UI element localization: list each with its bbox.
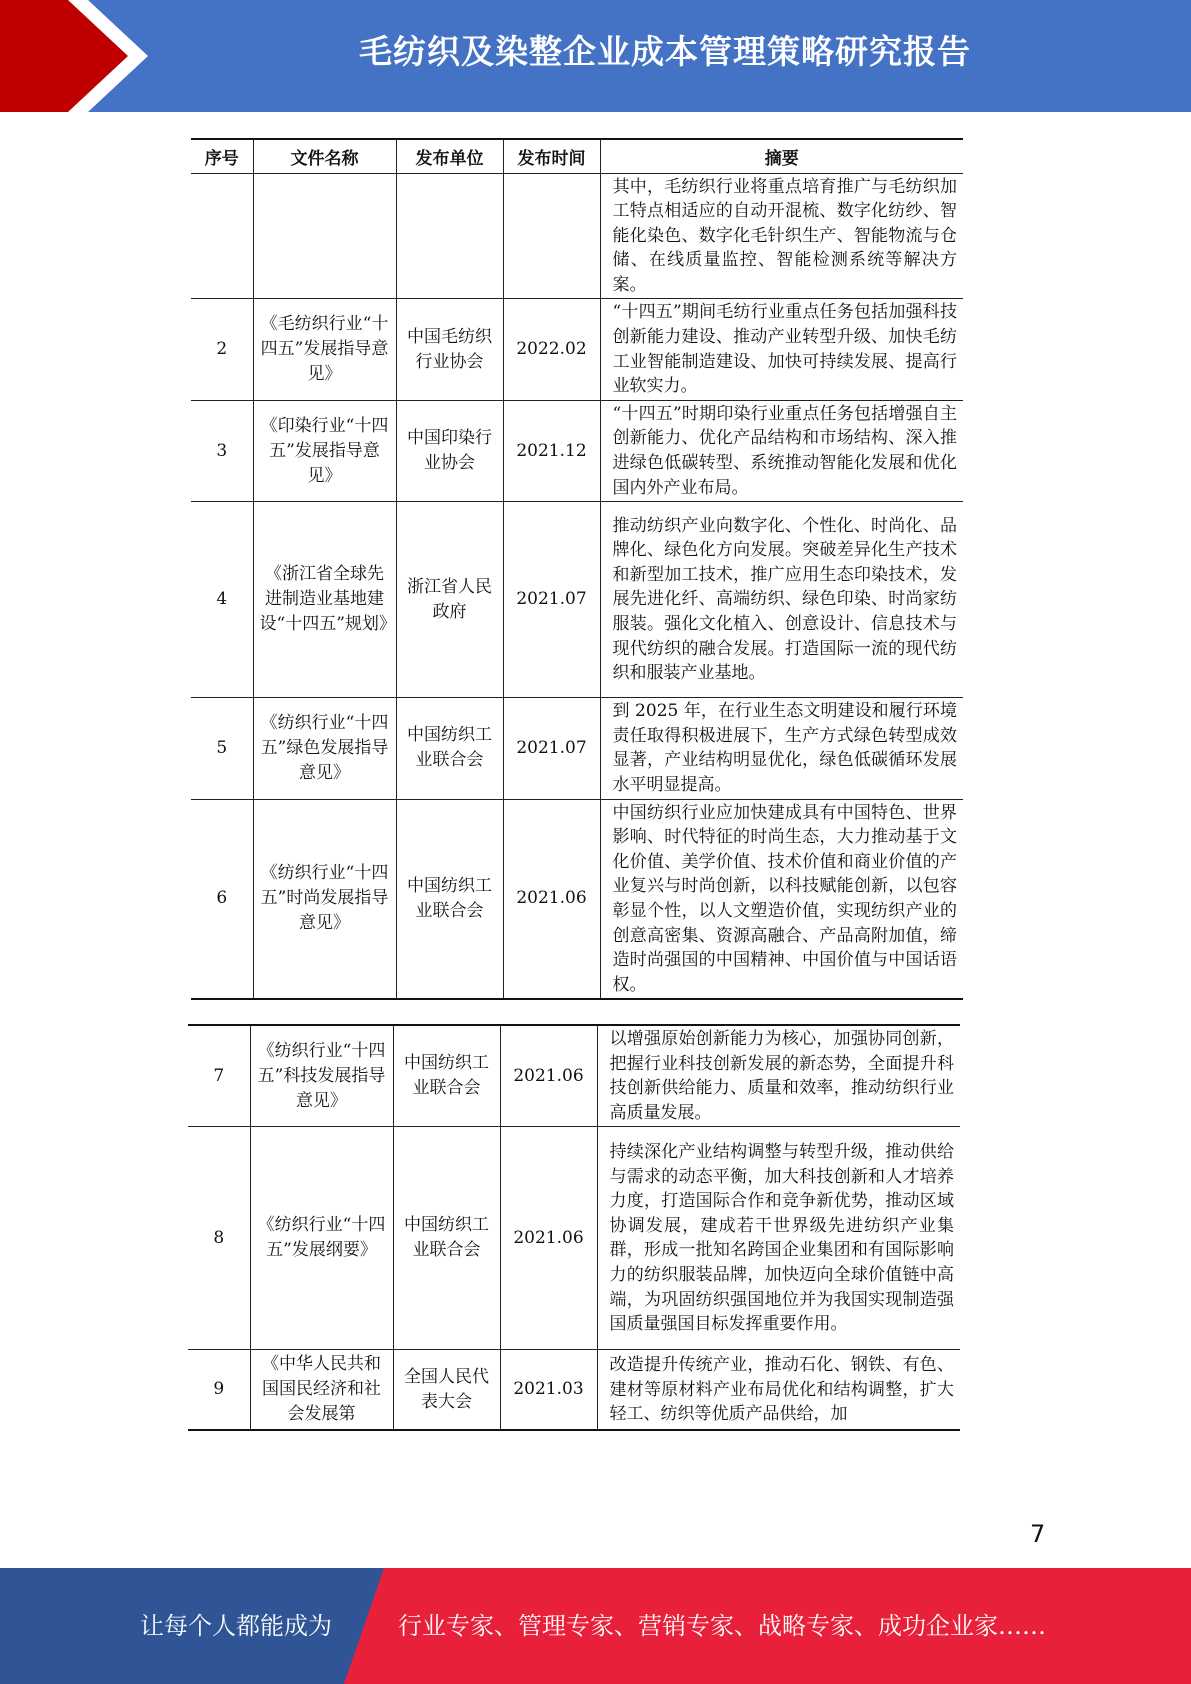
row-name: 《中华人民共和国国民经济和社会发展第	[250, 1350, 393, 1431]
row-date: 2021.07	[503, 698, 600, 799]
row-no: 3	[191, 400, 253, 501]
row-date	[503, 173, 600, 299]
header-org: 发布单位	[396, 139, 503, 173]
row-name: 《纺织行业“十四五”绿色发展指导意见》	[253, 698, 396, 799]
footer-slogan-left: 让每个人都能成为	[140, 1612, 332, 1640]
policy-table-part2	[188, 1024, 960, 1431]
row-org: 中国毛纺织行业协会	[396, 299, 503, 400]
policy-table-part1	[191, 138, 963, 1000]
row-org: 中国纺织工业联合会	[393, 1127, 500, 1350]
table-row	[188, 1350, 960, 1431]
row-org: 中国印染行业协会	[396, 400, 503, 501]
row-no: 6	[191, 799, 253, 999]
table-row	[191, 299, 963, 400]
row-no: 8	[188, 1127, 250, 1350]
row-date: 2021.12	[503, 400, 600, 501]
row-date: 2021.03	[500, 1350, 597, 1431]
table-row	[191, 173, 963, 299]
header-no: 序号	[191, 139, 253, 173]
row-date: 2021.06	[503, 799, 600, 999]
row-date: 2021.07	[503, 502, 600, 698]
row-summary: 中国纺织行业应加快建成具有中国特色、世界影响、时代特征的时尚生态，大力推动基于文化价值、美学价值、技术价值和商业价值的产业复兴与时尚创新，以科技赋能创新，以包容彰显个性，以人文塑造价值，实现纺织产业的创意高密集、资源高融合、产品高附加值，缔造时尚强国的中国精神、中国价值与中国话语权。	[600, 799, 963, 999]
row-name: 《纺织行业“十四五”时尚发展指导意见》	[253, 799, 396, 999]
row-org: 中国纺织工业联合会	[396, 698, 503, 799]
row-no: 5	[191, 698, 253, 799]
row-name	[253, 173, 396, 299]
row-org: 中国纺织工业联合会	[396, 799, 503, 999]
row-summary: “十四五”时期印染行业重点任务包括增强自主创新能力、优化产品结构和市场结构、深入推进绿色低碳转型、系统推动智能化发展和优化国内外产业布局。	[600, 400, 963, 501]
row-name: 《印染行业“十四五”发展指导意见》	[253, 400, 396, 501]
footer-slogan-right: 行业专家、管理专家、营销专家、战略专家、成功企业家……	[398, 1612, 1046, 1640]
table-row	[191, 502, 963, 698]
table-header-row	[191, 139, 963, 173]
row-summary: 持续深化产业结构调整与转型升级，推动供给与需求的动态平衡，加大科技创新和人才培养力度，打造国际合作和竞争新优势，推动区域协调发展，建成若干世界级先进纺织产业集群，形成一批知名跨国企业集团和有国际影响力的纺织服装品牌，加快迈向全球价值链中高端，为巩固纺织强国地位并为我国实现制造强国质量强国目标发挥重要作用。	[597, 1127, 960, 1350]
row-name: 《浙江省全球先进制造业基地建设“十四五”规划》	[253, 502, 396, 698]
table-row	[191, 799, 963, 999]
table-row	[188, 1127, 960, 1350]
row-summary: 以增强原始创新能力为核心，加强协同创新，把握行业科技创新发展的新态势，全面提升科技创新供给能力、质量和效率，推动纺织行业高质量发展。	[597, 1025, 960, 1127]
row-no	[191, 173, 253, 299]
row-name: 《纺织行业“十四五”发展纲要》	[250, 1127, 393, 1350]
row-org: 中国纺织工业联合会	[393, 1025, 500, 1127]
row-summary: 到 2025 年，在行业生态文明建设和履行环境责任取得积极进展下，生产方式绿色转型成效显著，产业结构明显优化，绿色低碳循环发展水平明显提高。	[600, 698, 963, 799]
row-no: 2	[191, 299, 253, 400]
row-no: 9	[188, 1350, 250, 1431]
row-summary: 推动纺织产业向数字化、个性化、时尚化、品牌化、绿色化方向发展。突破差异化生产技术和新型加工技术，推广应用生态印染技术，发展先进化纤、高端纺织、绿色印染、时尚家纺服装。强化文化植入、创意设计、信息技术与现代纺织的融合发展。打造国际一流的现代纺织和服装产业基地。	[600, 502, 963, 698]
row-org: 全国人民代表大会	[393, 1350, 500, 1431]
table-row	[188, 1025, 960, 1127]
row-no: 7	[188, 1025, 250, 1127]
row-date: 2021.06	[500, 1025, 597, 1127]
row-name: 《毛纺织行业“十四五”发展指导意见》	[253, 299, 396, 400]
table-row	[191, 698, 963, 799]
header-summary: 摘要	[600, 139, 963, 173]
row-org: 浙江省人民政府	[396, 502, 503, 698]
row-summary: 改造提升传统产业，推动石化、钢铁、有色、建材等原材料产业布局优化和结构调整，扩大轻工、纺织等优质产品供给，加	[597, 1350, 960, 1431]
page-header	[0, 0, 1191, 112]
table-row	[191, 400, 963, 501]
page-number: 7	[1030, 1520, 1046, 1548]
header-date: 发布时间	[503, 139, 600, 173]
report-title: 毛纺织及染整企业成本管理策略研究报告	[359, 32, 971, 71]
red-arrow-decoration	[0, 0, 160, 112]
row-date: 2022.02	[503, 299, 600, 400]
row-date: 2021.06	[500, 1127, 597, 1350]
header-name: 文件名称	[253, 139, 396, 173]
row-no: 4	[191, 502, 253, 698]
row-summary: “十四五”期间毛纺行业重点任务包括加强科技创新能力建设、推动产业转型升级、加快毛纺工业智能制造建设、加快可持续发展、提高行业软实力。	[600, 299, 963, 400]
page-footer	[0, 1568, 1191, 1684]
row-org	[396, 173, 503, 299]
row-name: 《纺织行业“十四五”科技发展指导意见》	[250, 1025, 393, 1127]
row-summary: 其中，毛纺织行业将重点培育推广与毛纺织加工特点相适应的自动开混梳、数字化纺纱、智能化染色、数字化毛针织生产、智能物流与仓储、在线质量监控、智能检测系统等解决方案。	[600, 173, 963, 299]
